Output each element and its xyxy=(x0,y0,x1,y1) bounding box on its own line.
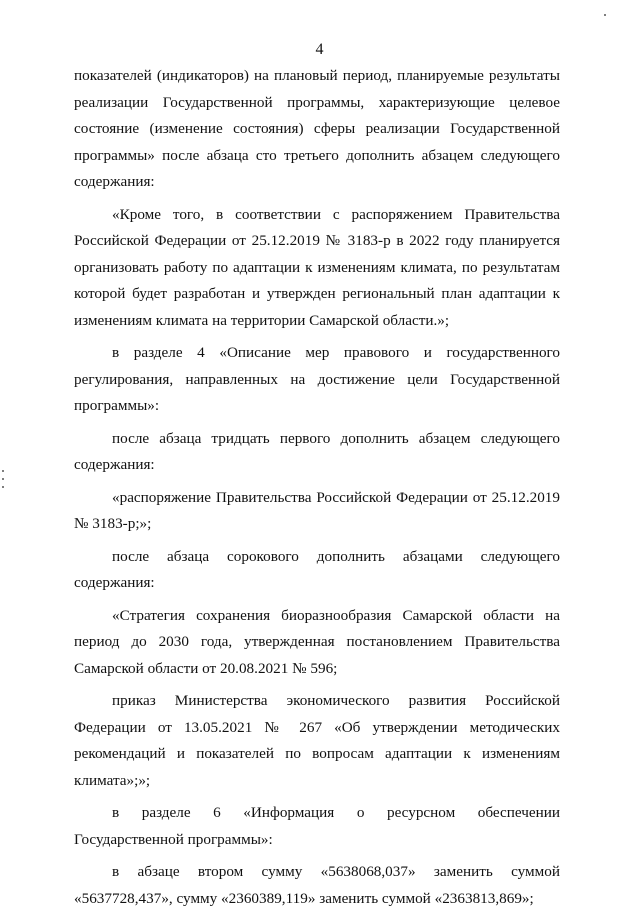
page-number: 4 xyxy=(315,41,324,58)
paragraph-1: показателей (индикаторов) на плановый период, планируемые результаты реализации Государственной программы, характеризующие целевое состояние (изменение состояния) сферы реализации Государственной программы» после абзаца сто третьего дополнить абзацем следующего содержания: xyxy=(74,67,560,190)
paragraph-9: в разделе 6 «Информация о ресурсном обеспечении Государственной программы»: xyxy=(74,804,560,848)
paragraph-8: приказ Министерства экономического развития Российской Федерации от 13.05.2021 № 267 «Об утверждении методических рекомендаций и показателей по вопросам адаптации к изменениям климата»;»; xyxy=(74,692,560,789)
document-body xyxy=(74,63,560,918)
paragraph-10: в абзаце втором сумму «5638068,037» заменить суммой «5637728,437», сумму «2360389,119» заменить суммой «2363813,869»; xyxy=(74,863,560,907)
paragraph-6: после абзаца сорокового дополнить абзацами следующего содержания: xyxy=(74,547,560,591)
scan-artifact xyxy=(2,478,4,480)
scan-artifact xyxy=(2,486,4,488)
paragraph-2: «Кроме того, в соответствии с распоряжением Правительства Российской Федерации от 25.12.2019 № 3183-р в 2022 году планируется организовать работу по адаптации к изменениям климата, по результатам которой будет разработан и утвержден региональный план адаптации к изменениям климата на территории Самарской области.»; xyxy=(74,205,560,329)
scan-artifact xyxy=(604,14,606,16)
paragraph-3: в разделе 4 «Описание мер правового и государственного регулирования, направленных на достижение цели Государственной программы»: xyxy=(74,344,560,414)
paragraph-4: после абзаца тридцать первого дополнить абзацем следующего содержания: xyxy=(74,429,560,473)
scan-artifact xyxy=(2,470,4,472)
paragraph-7: «Стратегия сохранения биоразнообразия Самарской области на период до 2030 года, утвержденная постановлением Правительства Самарской области от 20.08.2021 № 596; xyxy=(74,606,560,677)
paragraph-5: «распоряжение Правительства Российской Федерации от 25.12.2019 № 3183-р;»; xyxy=(74,488,560,532)
